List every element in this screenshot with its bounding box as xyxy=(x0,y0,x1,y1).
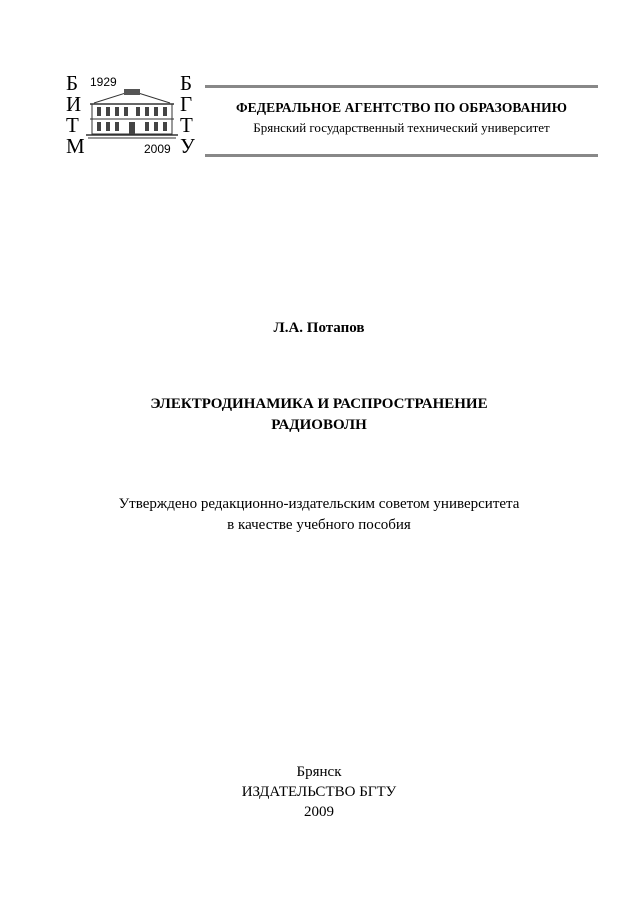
logo-letters-right xyxy=(180,73,206,157)
university-logo xyxy=(66,73,196,159)
logo-letter: Б xyxy=(66,71,79,95)
publisher-name: ИЗДАТЕЛЬСТВО БГТУ xyxy=(241,784,397,800)
logo-letter: У xyxy=(180,134,195,158)
title-line: ЭЛЕКТРОДИНАМИКА И РАСПРОСТРАНЕНИЕ xyxy=(150,396,488,412)
publication-year: 2009 xyxy=(304,804,334,820)
logo-letter: Б xyxy=(180,71,193,95)
document-title xyxy=(0,394,638,436)
logo-letter: Т xyxy=(180,113,193,137)
approval-line: в качестве учебного пособия xyxy=(227,517,411,533)
agency-name: ФЕДЕРАЛЬНОЕ АГЕНТСТВО ПО ОБРАЗОВАНИЮ xyxy=(235,100,568,115)
header-rule-bottom xyxy=(205,154,598,157)
author-name: Л.А. Потапов xyxy=(273,320,365,336)
approval-line: Утверждено редакционно-издательским советом университета xyxy=(118,496,520,512)
title-line: РАДИОВОЛН xyxy=(271,417,367,433)
logo-letter: Г xyxy=(180,92,193,116)
imprint xyxy=(0,762,638,822)
logo-year-current: 2009 xyxy=(144,142,171,156)
header-rule-top xyxy=(205,85,598,88)
logo-letter: И xyxy=(66,92,82,116)
university-name: Брянский государственный технический университет xyxy=(253,120,550,135)
approval-statement xyxy=(0,494,638,536)
logo-year-founded: 1929 xyxy=(90,75,117,89)
university-building-icon xyxy=(86,89,178,141)
publication-city: Брянск xyxy=(296,764,342,780)
logo-letter: М xyxy=(66,134,85,158)
logo-letter: Т xyxy=(66,113,79,137)
